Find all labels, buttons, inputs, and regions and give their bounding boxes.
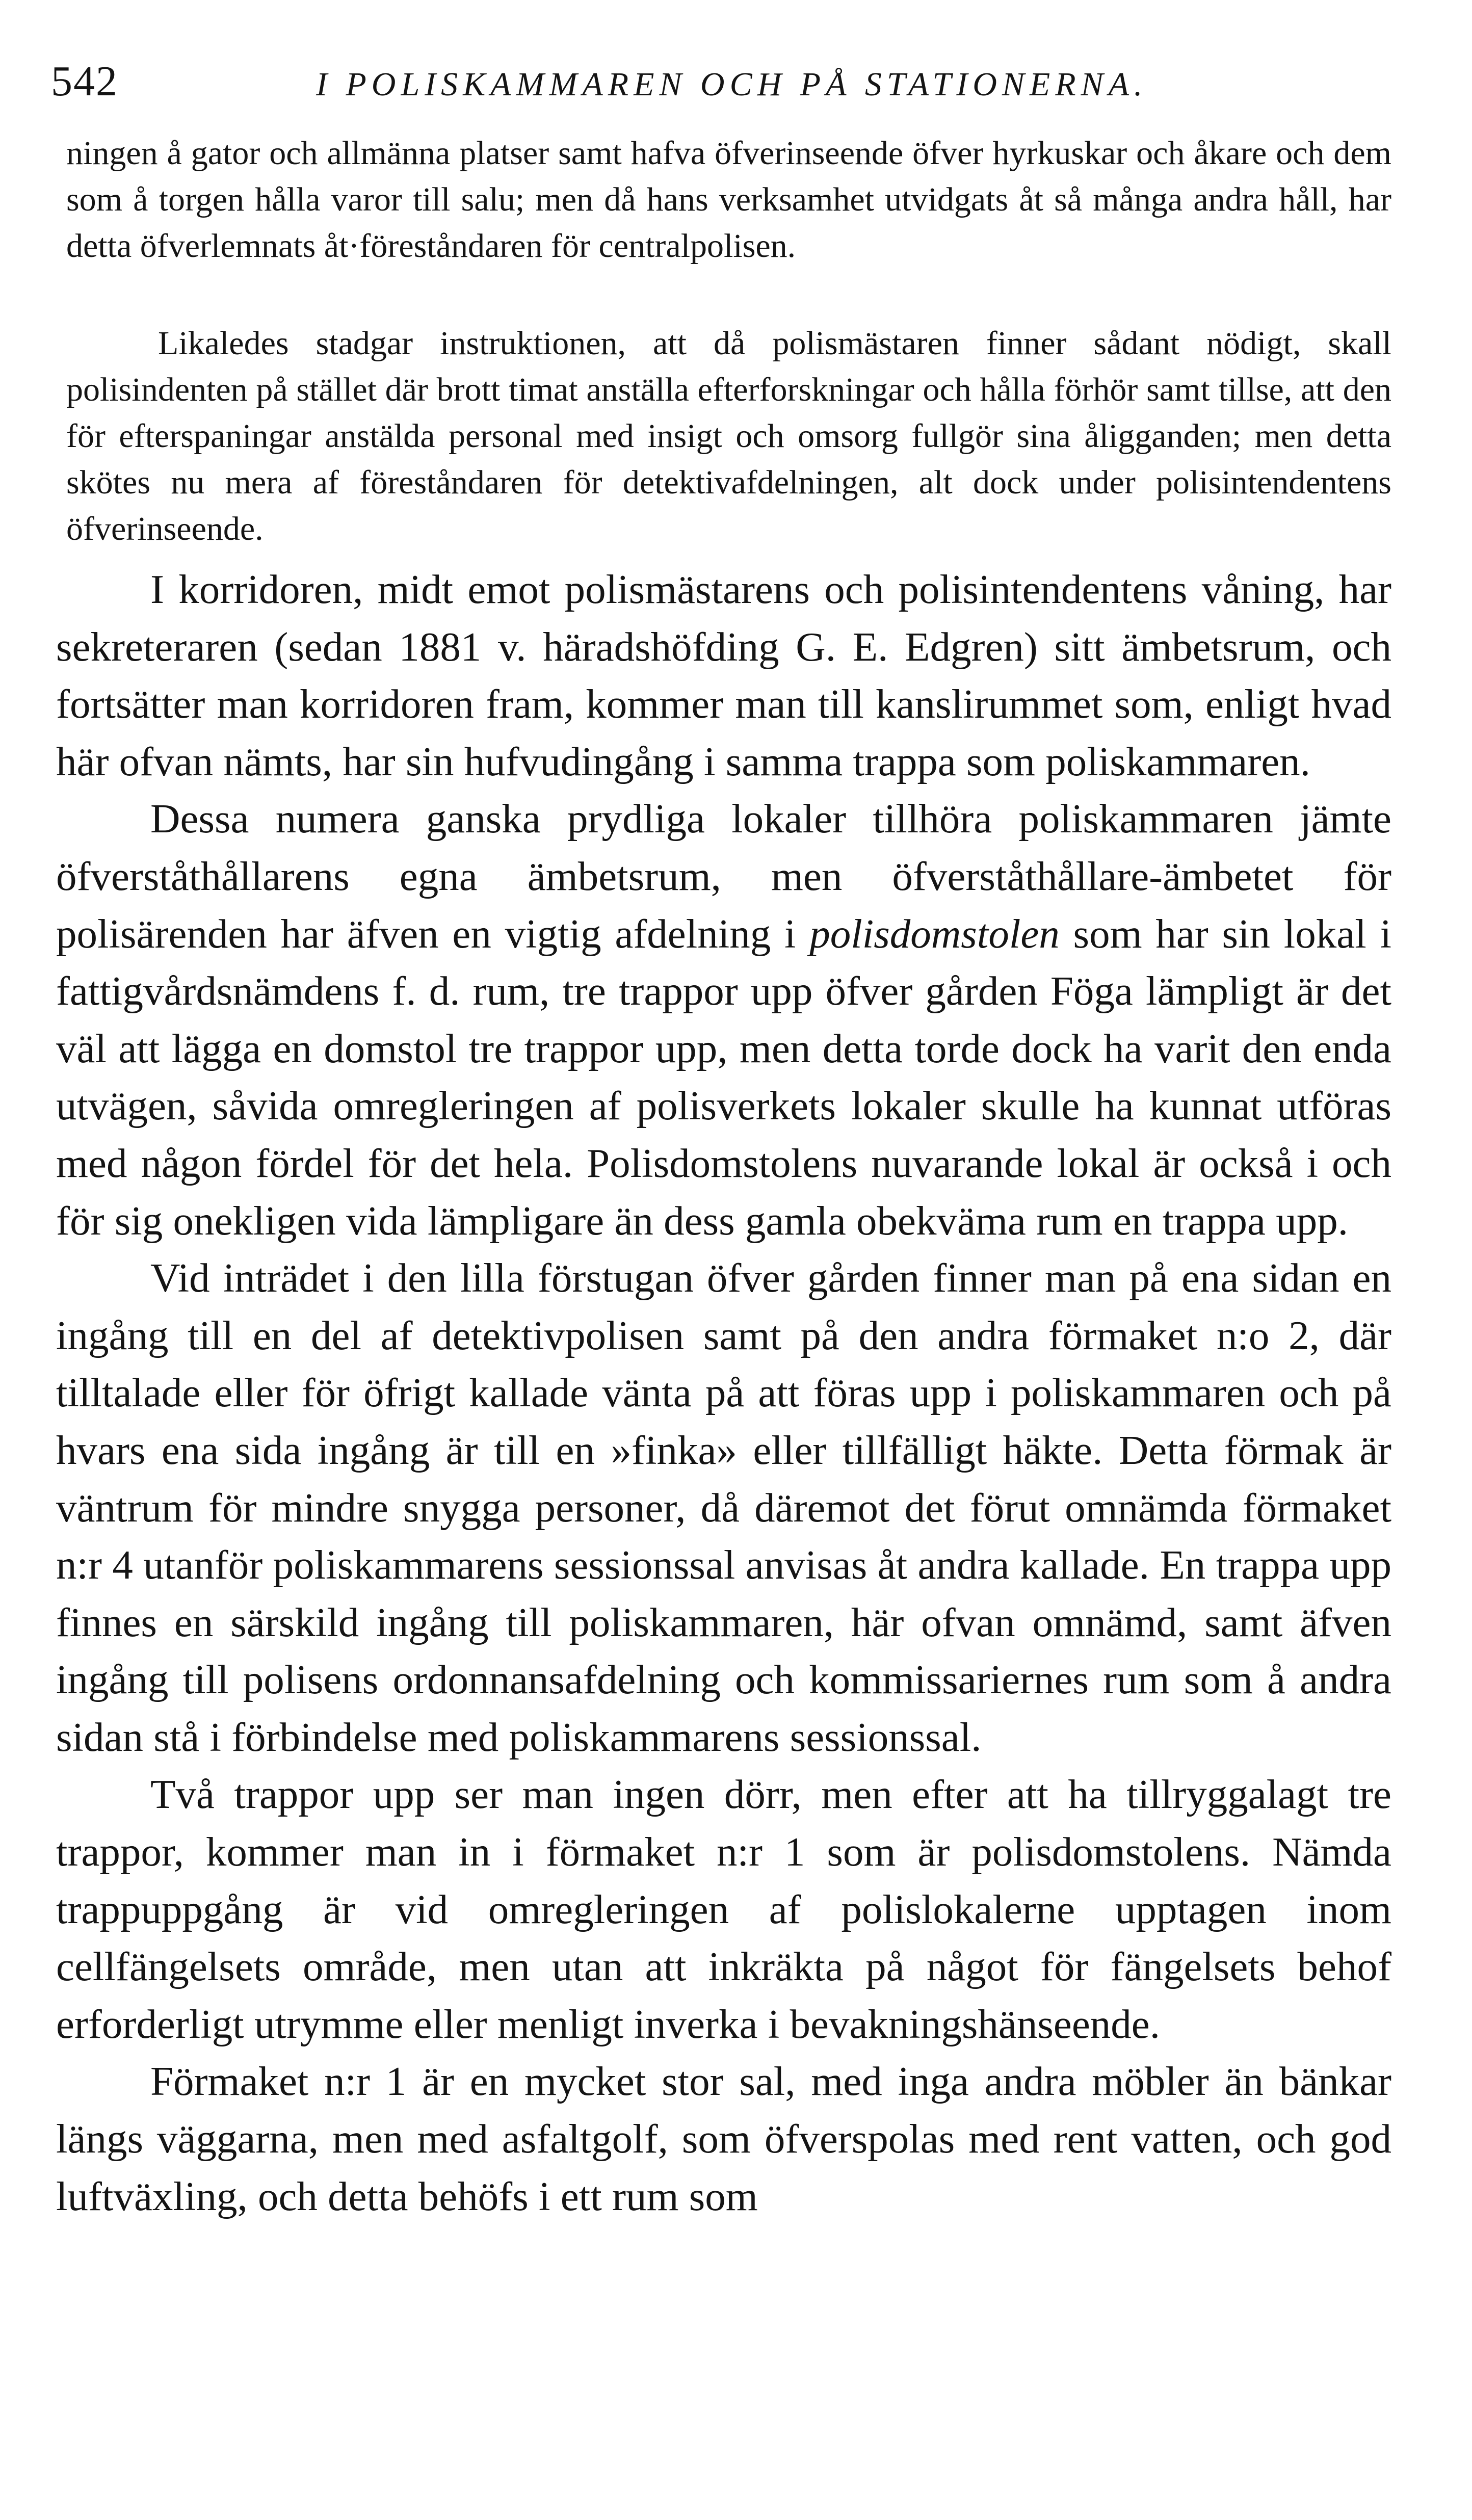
small-paragraph: Likaledes stadgar instruktionen, att då polismästaren finner sådant nödigt, skall polisindenten på stället där brott timat anställa efterforskningar och hålla förhör samt tillse, att den för efterspaningar anstälda personal med insigt och omsorg fullgör sina åligganden; men detta skötes nu mera af föreståndaren för detektivafdelningen, alt dock under polisintendentens öfverinseende. bbox=[66, 325, 1391, 547]
running-title: I POLISKAMMAREN OCH PÅ STATIONERNA. bbox=[316, 66, 1148, 103]
paragraph-entrance: Vid inträdet i den lilla förstugan öfver gården finner man på ena sidan en ingång till en del af detektivpolisen samt på den andra förmaket n:o 2, där tilltalade eller för öfrigt kallade vänta på att föras upp i poliskammaren och på hvars ena sida ingång är till en »finka» eller tillfälligt häkte. Detta förmak är väntrum för mindre snygga personer, då däremot det förut omnämda förmaket n:r 4 utanför poliskammarens sessionssal anvisas åt andra kallade. En trappa upp finnes en särskild ingång till poliskammaren, här ofvan omnämd, samt äfven ingång till polisens ordonnansafdelning och kommissariernes rum som å andra sidan stå i förbindelse med poliskammarens sessionssal. bbox=[56, 1255, 1391, 1760]
paragraph-premises bbox=[56, 790, 1391, 1249]
page-header bbox=[51, 51, 1411, 112]
paragraph-text: som har sin lokal i fattigvårdsnämdens f. d. rum, tre trappor upp öfver gården Föga lämpligt är det väl att lägga en domstol tre trappor upp, men detta torde dock ha varit den enda utvägen, såvida omregleringen af polisverkets lokaler skulle ha kunnat utföras med någon fördel för det hela. Polisdomstolens nuvarande lokal är också i och för sig onekligen vida lämpligare än dess gamla obekväma rum en trappa upp. bbox=[56, 910, 1391, 1244]
emphasized-term: polisdomstolen bbox=[809, 910, 1060, 957]
small-text-block-2 bbox=[66, 320, 1391, 552]
paragraph-stairs: Två trappor upp ser man ingen dörr, men efter att ha tillryggalagt tre trappor, kommer man in i förmaket n:r 1 som är polisdomstolens. Nämda trappuppgång är vid omregleringen af polislokalerne upptagen inom cellfängelsets område, men utan att inkräkta på något för fängelsets behof erforderligt utrymme eller menligt inverka i bevakningshänseende. bbox=[56, 1771, 1391, 2047]
paragraph-text: Dessa numera ganska prydliga lokaler tillhöra poliskammaren jämte öfverståthållarens egna ämbetsrum, men öfverståthållare-ämbetet för polisärenden har äfven en vigtig afdelning i bbox=[56, 796, 1391, 957]
small-text-block-1 bbox=[66, 130, 1391, 316]
page-number: 542 bbox=[51, 58, 118, 105]
small-paragraph: ningen å gator och allmänna platser samt hafva öfverinseende öfver hyrkuskar och åkare och dem som å torgen hålla varor till salu; men då hans verksamhet utvidgats åt så många andra håll, har detta öfverlemnats åt·föreståndaren för centralpolisen. bbox=[66, 135, 1391, 265]
paragraph-corridor: I korridoren, midt emot polismästarens och polisintendentens våning, har sekreteraren (sedan 1881 v. häradshöfding G. E. Edgren) sitt ämbetsrum, och fortsätter man korridoren fram, kommer man till kanslirummet som, enligt hvad här ofvan nämts, har sin hufvudingång i samma trappa som poliskammaren. bbox=[56, 566, 1391, 784]
paragraph-anteroom: Förmaket n:r 1 är en mycket stor sal, med inga andra möbler än bänkar längs väggarna, men med asfaltgolf, som öfverspolas med rent vatten, och god luftväxling, och detta behöfs i ett rum som bbox=[56, 2058, 1391, 2219]
main-text-block bbox=[56, 561, 1391, 2477]
